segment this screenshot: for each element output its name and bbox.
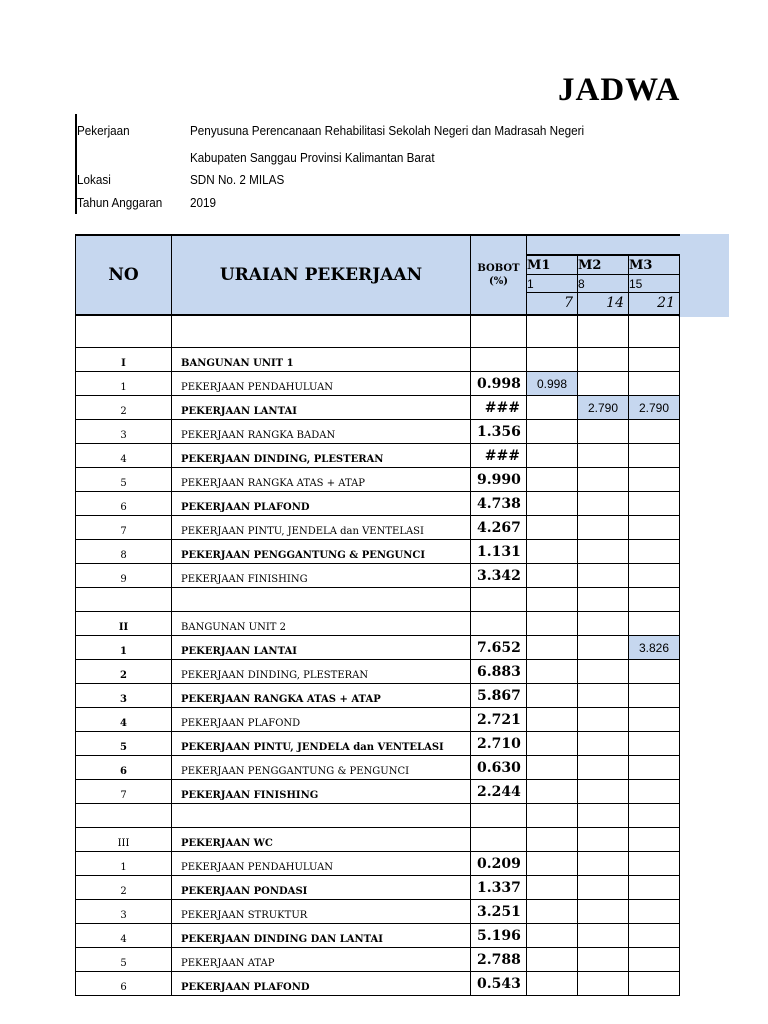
row-number: 4 [76, 444, 172, 468]
schedule-cell-m3 [629, 660, 680, 684]
row-number: 1 [76, 852, 172, 876]
schedule-cell-m1 [527, 972, 578, 996]
schedule-table [75, 234, 680, 996]
schedule-cell-m2 [578, 756, 629, 780]
schedule-cell-m3 [629, 948, 680, 972]
row-bobot [471, 315, 527, 348]
row-number: 7 [76, 516, 172, 540]
row-bobot: 7.652 [471, 636, 527, 660]
header-fill-extension [678, 234, 729, 317]
row-bobot: 3.342 [471, 564, 527, 588]
pekerjaan-label: Pekerjaan [77, 123, 130, 138]
table-row [76, 732, 680, 756]
schedule-cell-m3 [629, 900, 680, 924]
schedule-cell-m2 [578, 780, 629, 804]
schedule-cell-m2 [578, 732, 629, 756]
schedule-cell-m1 [527, 492, 578, 516]
row-description: PEKERJAAN PENGGANTUNG & PENGUNCI [172, 540, 471, 564]
schedule-cell-m1 [527, 876, 578, 900]
row-bobot: 2.244 [471, 780, 527, 804]
row-bobot: 1.356 [471, 420, 527, 444]
schedule-cell-m3 [629, 972, 680, 996]
schedule-cell-m2 [578, 708, 629, 732]
schedule-cell-m3 [629, 564, 680, 588]
table-row [76, 636, 680, 660]
table-row [76, 315, 680, 348]
schedule-cell-m1 [527, 660, 578, 684]
table-row [76, 924, 680, 948]
table-row [76, 588, 680, 612]
row-number: 3 [76, 684, 172, 708]
schedule-cell-m3 [629, 588, 680, 612]
row-number: 9 [76, 564, 172, 588]
schedule-cell-m1 [527, 588, 578, 612]
table-row [76, 828, 680, 852]
schedule-cell-m2 [578, 348, 629, 372]
schedule-cell-m3 [629, 612, 680, 636]
header-bobot: BOBOT (%) [471, 235, 527, 315]
week-label-m2: M2 [578, 255, 629, 275]
schedule-cell-m2 [578, 900, 629, 924]
table-row [76, 348, 680, 372]
row-description: PEKERJAAN PLAFOND [172, 972, 471, 996]
row-bobot [471, 804, 527, 828]
table-row [76, 948, 680, 972]
row-description: PEKERJAAN LANTAI [172, 636, 471, 660]
row-description: PEKERJAAN PLAFOND [172, 492, 471, 516]
week-end-m1: 7 [527, 293, 578, 315]
schedule-cell-m3 [629, 492, 680, 516]
row-bobot: 1.337 [471, 876, 527, 900]
schedule-cell-m1 [527, 420, 578, 444]
schedule-cell-m2 [578, 924, 629, 948]
row-bobot: 3.251 [471, 900, 527, 924]
table-row [76, 444, 680, 468]
schedule-cell-m2 [578, 540, 629, 564]
schedule-cell-m2 [578, 468, 629, 492]
row-description: PEKERJAAN ATAP [172, 948, 471, 972]
header-no: NO [76, 235, 172, 315]
row-bobot: 5.867 [471, 684, 527, 708]
pekerjaan-value-line1: Penyusuna Perencanaan Rehabilitasi Sekolah Negeri dan Madrasah Negeri [190, 123, 585, 138]
schedule-cell-m2 [578, 588, 629, 612]
schedule-cell-m2 [578, 948, 629, 972]
schedule-cell-m2 [578, 492, 629, 516]
row-description: PEKERJAAN PINTU, JENDELA dan VENTELASI [172, 732, 471, 756]
row-description: PEKERJAAN PENGGANTUNG & PENGUNCI [172, 756, 471, 780]
schedule-cell-m2: 2.790 [578, 396, 629, 420]
pekerjaan-value-line2: Kabupaten Sanggau Provinsi Kalimantan Barat [190, 150, 435, 165]
table-row [76, 516, 680, 540]
row-number [76, 804, 172, 828]
table-row [76, 540, 680, 564]
row-bobot: 0.209 [471, 852, 527, 876]
row-description: PEKERJAAN RANGKA ATAS + ATAP [172, 468, 471, 492]
lokasi-value: SDN No. 2 MILAS [190, 172, 285, 187]
schedule-cell-m2 [578, 852, 629, 876]
row-description: PEKERJAAN FINISHING [172, 780, 471, 804]
schedule-cell-m3 [629, 876, 680, 900]
row-number: 2 [76, 396, 172, 420]
row-bobot: 2.710 [471, 732, 527, 756]
schedule-cell-m3 [629, 315, 680, 348]
week-start-m3: 15 [629, 275, 680, 293]
row-description: PEKERJAAN PLAFOND [172, 708, 471, 732]
schedule-cell-m2 [578, 660, 629, 684]
schedule-cell-m1 [527, 540, 578, 564]
row-description: PEKERJAAN PONDASI [172, 876, 471, 900]
row-bobot [471, 612, 527, 636]
schedule-cell-m1 [527, 852, 578, 876]
schedule-cell-m3 [629, 732, 680, 756]
table-row [76, 612, 680, 636]
row-bobot: 4.738 [471, 492, 527, 516]
table-row [76, 900, 680, 924]
schedule-cell-m2 [578, 516, 629, 540]
schedule-cell-m2 [578, 828, 629, 852]
row-number: 5 [76, 732, 172, 756]
schedule-cell-m3 [629, 708, 680, 732]
schedule-cell-m2 [578, 972, 629, 996]
table-row [76, 372, 680, 396]
schedule-cell-m3 [629, 756, 680, 780]
table-row [76, 708, 680, 732]
row-description: PEKERJAAN DINDING DAN LANTAI [172, 924, 471, 948]
table-row [76, 972, 680, 996]
row-bobot: 9.990 [471, 468, 527, 492]
row-bobot: 6.883 [471, 660, 527, 684]
table-row [76, 756, 680, 780]
schedule-cell-m1 [527, 828, 578, 852]
row-description: PEKERJAAN PENDAHULUAN [172, 372, 471, 396]
row-number [76, 315, 172, 348]
schedule-cell-m3 [629, 852, 680, 876]
schedule-cell-m1 [527, 804, 578, 828]
row-bobot: 5.196 [471, 924, 527, 948]
row-bobot: 4.267 [471, 516, 527, 540]
page-title: JADWA [558, 72, 681, 108]
schedule-cell-m2 [578, 444, 629, 468]
row-description: PEKERJAAN LANTAI [172, 396, 471, 420]
schedule-cell-m2 [578, 315, 629, 348]
header-uraian: URAIAN PEKERJAAN [172, 235, 471, 315]
table-row [76, 876, 680, 900]
schedule-cell-m1 [527, 612, 578, 636]
schedule-cell-m1 [527, 468, 578, 492]
schedule-cell-m3 [629, 540, 680, 564]
row-number [76, 588, 172, 612]
lokasi-label: Lokasi [77, 172, 111, 187]
row-description: PEKERJAAN RANGKA ATAS + ATAP [172, 684, 471, 708]
schedule-cell-m1 [527, 924, 578, 948]
row-bobot: 2.788 [471, 948, 527, 972]
schedule-cell-m3 [629, 684, 680, 708]
schedule-cell-m1 [527, 636, 578, 660]
schedule-cell-m2 [578, 684, 629, 708]
schedule-cell-m3: 3.826 [629, 636, 680, 660]
week-start-m2: 8 [578, 275, 629, 293]
row-number: 4 [76, 924, 172, 948]
tahun-anggaran-value: 2019 [190, 195, 217, 210]
row-bobot: 0.630 [471, 756, 527, 780]
row-description: PEKERJAAN DINDING, PLESTERAN [172, 444, 471, 468]
row-number: 3 [76, 900, 172, 924]
schedule-cell-m2 [578, 372, 629, 396]
schedule-cell-m1 [527, 396, 578, 420]
row-bobot [471, 588, 527, 612]
row-description: PEKERJAAN PINTU, JENDELA dan VENTELASI [172, 516, 471, 540]
row-number: 7 [76, 780, 172, 804]
schedule-cell-m3 [629, 468, 680, 492]
schedule-cell-m1 [527, 315, 578, 348]
schedule-cell-m1 [527, 948, 578, 972]
row-number: 5 [76, 468, 172, 492]
table-row [76, 468, 680, 492]
row-number: 2 [76, 876, 172, 900]
row-description [172, 588, 471, 612]
schedule-cell-m1 [527, 516, 578, 540]
row-bobot [471, 828, 527, 852]
row-number: 3 [76, 420, 172, 444]
row-description: PEKERJAAN RANGKA BADAN [172, 420, 471, 444]
row-number: 2 [76, 660, 172, 684]
row-number: 6 [76, 756, 172, 780]
schedule-cell-m1 [527, 708, 578, 732]
schedule-cell-m3 [629, 348, 680, 372]
schedule-cell-m1 [527, 780, 578, 804]
row-bobot: 0.998 [471, 372, 527, 396]
table-row [76, 804, 680, 828]
table-row [76, 660, 680, 684]
schedule-cell-m3: 2.790 [629, 396, 680, 420]
schedule-cell-m3 [629, 804, 680, 828]
table-row [76, 852, 680, 876]
schedule-cell-m3 [629, 924, 680, 948]
row-description: BANGUNAN UNIT 2 [172, 612, 471, 636]
week-start-m1: 1 [527, 275, 578, 293]
row-number: 8 [76, 540, 172, 564]
schedule-cell-m1 [527, 756, 578, 780]
row-bobot [471, 348, 527, 372]
schedule-cell-m1 [527, 564, 578, 588]
schedule-cell-m2 [578, 804, 629, 828]
schedule-cell-m1 [527, 900, 578, 924]
schedule-cell-m1 [527, 732, 578, 756]
header-schedule-band [527, 235, 680, 255]
schedule-cell-m2 [578, 420, 629, 444]
schedule-cell-m3 [629, 420, 680, 444]
table-row [76, 684, 680, 708]
schedule-cell-m2 [578, 612, 629, 636]
row-bobot: ### [471, 396, 527, 420]
schedule-cell-m1 [527, 684, 578, 708]
week-label-m1: M1 [527, 255, 578, 275]
row-description: BANGUNAN UNIT 1 [172, 348, 471, 372]
row-description: PEKERJAAN FINISHING [172, 564, 471, 588]
row-number: III [76, 828, 172, 852]
schedule-cell-m3 [629, 780, 680, 804]
table-row [76, 420, 680, 444]
row-number: I [76, 348, 172, 372]
table-row [76, 780, 680, 804]
tahun-anggaran-label: Tahun Anggaran [77, 195, 163, 210]
week-label-m3: M3 [629, 255, 680, 275]
schedule-cell-m3 [629, 828, 680, 852]
row-description: PEKERJAAN DINDING, PLESTERAN [172, 660, 471, 684]
row-number: 4 [76, 708, 172, 732]
schedule-cell-m2 [578, 876, 629, 900]
schedule-cell-m1: 0.998 [527, 372, 578, 396]
schedule-cell-m3 [629, 444, 680, 468]
schedule-cell-m3 [629, 516, 680, 540]
row-number: 6 [76, 972, 172, 996]
table-row [76, 492, 680, 516]
schedule-cell-m3 [629, 372, 680, 396]
week-end-m2: 14 [578, 293, 629, 315]
schedule-cell-m1 [527, 348, 578, 372]
row-number: 1 [76, 636, 172, 660]
row-number: 6 [76, 492, 172, 516]
schedule-cell-m2 [578, 564, 629, 588]
row-bobot: 0.543 [471, 972, 527, 996]
row-bobot: ### [471, 444, 527, 468]
schedule-cell-m1 [527, 444, 578, 468]
row-number: 1 [76, 372, 172, 396]
table-row [76, 396, 680, 420]
row-bobot: 2.721 [471, 708, 527, 732]
row-number: II [76, 612, 172, 636]
week-end-m3: 21 [629, 293, 680, 315]
row-description [172, 804, 471, 828]
schedule-cell-m2 [578, 636, 629, 660]
row-description: PEKERJAAN STRUKTUR [172, 900, 471, 924]
row-description: PEKERJAAN PENDAHULUAN [172, 852, 471, 876]
table-row [76, 564, 680, 588]
row-number: 5 [76, 948, 172, 972]
row-bobot: 1.131 [471, 540, 527, 564]
row-description: PEKERJAAN WC [172, 828, 471, 852]
row-description [172, 315, 471, 348]
